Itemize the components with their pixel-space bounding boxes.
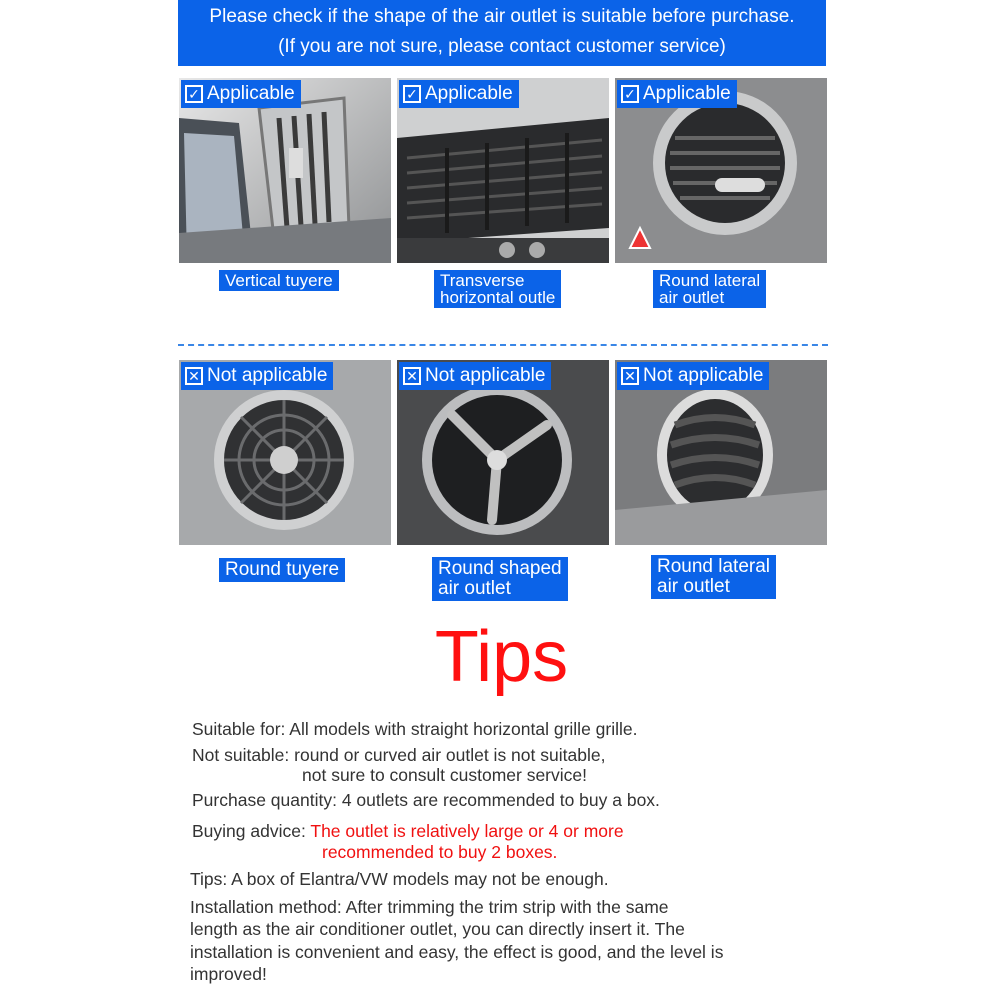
- tip-not-suitable: Not suitable: round or curved air outlet is not suitable,: [192, 745, 606, 765]
- tip-install-3: installation is convenient and easy, the effect is good, and the level is: [190, 942, 724, 962]
- caption-round-tuyere: Round tuyere: [219, 558, 345, 582]
- applicable-badge: ✓ Applicable: [399, 80, 519, 108]
- tips-title: Tips: [434, 617, 569, 697]
- checkmark-icon: ✓: [185, 85, 203, 103]
- card-round-shaped: [397, 360, 609, 545]
- tip-install-1: Installation method: After trimming the trim strip with the same: [190, 897, 669, 917]
- x-mark-icon: ✕: [185, 367, 203, 385]
- tip-advice: Buying advice: The outlet is relatively large or 4 or more: [192, 821, 624, 841]
- applicable-badge: ✓ Applicable: [617, 80, 737, 108]
- checkmark-icon: ✓: [621, 85, 639, 103]
- card-transverse-horizontal: [397, 78, 609, 263]
- tip-advice-2: recommended to buy 2 boxes.: [322, 842, 558, 862]
- tip-elantra: Tips: A box of Elantra/VW models may not be enough.: [190, 869, 609, 889]
- checkmark-icon: ✓: [403, 85, 421, 103]
- caption-round-lateral-not-applicable: Round lateral air outlet: [651, 555, 776, 599]
- applicable-badge: ✓ Applicable: [181, 80, 301, 108]
- header-banner: [178, 0, 826, 66]
- banner-line-2: (If you are not sure, please contact customer service): [278, 36, 726, 57]
- caption-transverse-horizontal: Transverse horizontal outle: [434, 270, 561, 308]
- not-applicable-badge: ✕ Not applicable: [399, 362, 551, 390]
- caption-vertical-tuyere: Vertical tuyere: [219, 270, 339, 291]
- card-round-lateral-applicable: [615, 78, 827, 263]
- not-applicable-badge: ✕ Not applicable: [617, 362, 769, 390]
- tip-not-suitable-2: not sure to consult customer service!: [302, 765, 587, 785]
- card-round-tuyere: [179, 360, 391, 545]
- tip-quantity: Purchase quantity: 4 outlets are recommended to buy a box.: [192, 790, 660, 810]
- x-mark-icon: ✕: [621, 367, 639, 385]
- not-applicable-badge: ✕ Not applicable: [181, 362, 333, 390]
- tip-install-4: improved!: [190, 964, 267, 984]
- caption-round-lateral-applicable: Round lateral air outlet: [653, 270, 766, 308]
- caption-round-shaped: Round shaped air outlet: [432, 557, 568, 601]
- card-vertical-tuyere: [179, 78, 391, 263]
- tip-suitable: Suitable for: All models with straight horizontal grille grille.: [192, 719, 638, 739]
- banner-line-1: Please check if the shape of the air outlet is suitable before purchase.: [209, 6, 795, 27]
- x-mark-icon: ✕: [403, 367, 421, 385]
- card-round-lateral-not-applicable: [615, 360, 827, 545]
- section-divider: [178, 344, 828, 346]
- tip-install-2: length as the air conditioner outlet, you can directly insert it. The: [190, 919, 685, 939]
